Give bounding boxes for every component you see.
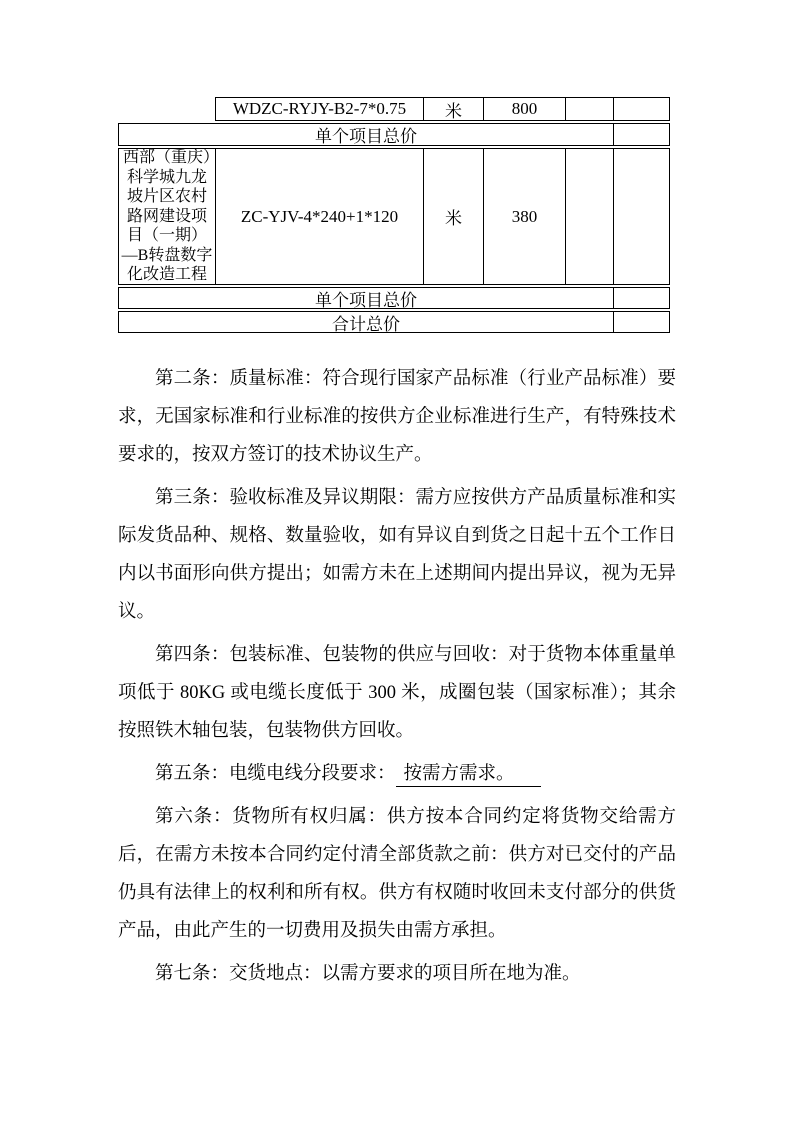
item2-quantity-cell: 380 — [484, 149, 566, 284]
clause-3-acceptance-standard: 第三条：验收标准及异议期限：需方应按供方产品质量标准和实际发货品种、规格、数量验收，如有异议自到货之日起十五个工作日内以书面形向供方提出；如需方未在上述期间内提出异议，视为无异议。 — [118, 488, 676, 622]
contract-clauses — [118, 360, 676, 998]
item2-total-cell-empty — [614, 149, 669, 284]
clause-7-delivery-place: 第七条：交货地点：以需方要求的项目所在地为准。 — [155, 964, 581, 984]
subtotal-value-cell-2-empty — [614, 288, 669, 308]
item2-project-name-cell: 西部（重庆）科学城九龙坡片区农村路网建设项目（一期）—B转盘数字化改造工程 — [119, 149, 216, 284]
spec-table-subtotal-row-2 — [118, 287, 670, 309]
item1-model-cell: WDZC-RYJY-B2-7*0.75 — [216, 98, 424, 120]
subtotal-label-1: 单个项目总价 — [119, 124, 614, 145]
item1-quantity-cell: 800 — [484, 98, 566, 120]
clause-5-underlined-requirement: 按需方需求。 — [396, 764, 541, 787]
item2-unit-cell: 米 — [424, 149, 484, 284]
clause-6-ownership: 第六条：货物所有权归属：供方按本合同约定将货物交给需方后，在需方未按本合同约定付清全部货款之前：供方对已交付的产品仍具有法律上的权利和所有权。供方有权随时收回未支付部分的供货产品，由此产生的一切费用及损失由需方承担。 — [118, 807, 676, 941]
clause-5-prefix: 第五条：电缆电线分段要求： — [155, 764, 396, 784]
clause-2-quality-standard: 第二条：质量标准：符合现行国家产品标准（行业产品标准）要求，无国家标准和行业标准的按供方企业标准进行生产，有特殊技术要求的，按双方签订的技术协议生产。 — [118, 369, 676, 465]
grand-total-label: 合计总价 — [119, 312, 614, 332]
item2-model-cell: ZC-YJV-4*240+1*120 — [216, 149, 424, 284]
item1-price-cell-empty — [566, 98, 614, 120]
item1-unit-cell: 米 — [424, 98, 484, 120]
item1-total-cell-empty — [614, 98, 669, 120]
subtotal-label-2: 单个项目总价 — [119, 288, 614, 308]
clause-4-packaging-standard: 第四条：包装标准、包装物的供应与回收：对于货物本体重量单项低于 80KG 或电缆长度低于 300 米，成圈包装（国家标准）；其余按照铁木轴包装，包装物供方回收。 — [118, 645, 676, 741]
clause-5-cable-segmentation — [118, 755, 676, 793]
spec-table-row-item2 — [118, 148, 670, 285]
spec-table-row-item1 — [215, 97, 670, 121]
spec-table-subtotal-row-1 — [118, 123, 670, 146]
spec-table-grand-total-row — [118, 311, 670, 333]
subtotal-value-cell-1-empty — [614, 124, 669, 145]
item2-price-cell-empty — [566, 149, 614, 284]
grand-total-value-cell-empty — [614, 312, 669, 332]
